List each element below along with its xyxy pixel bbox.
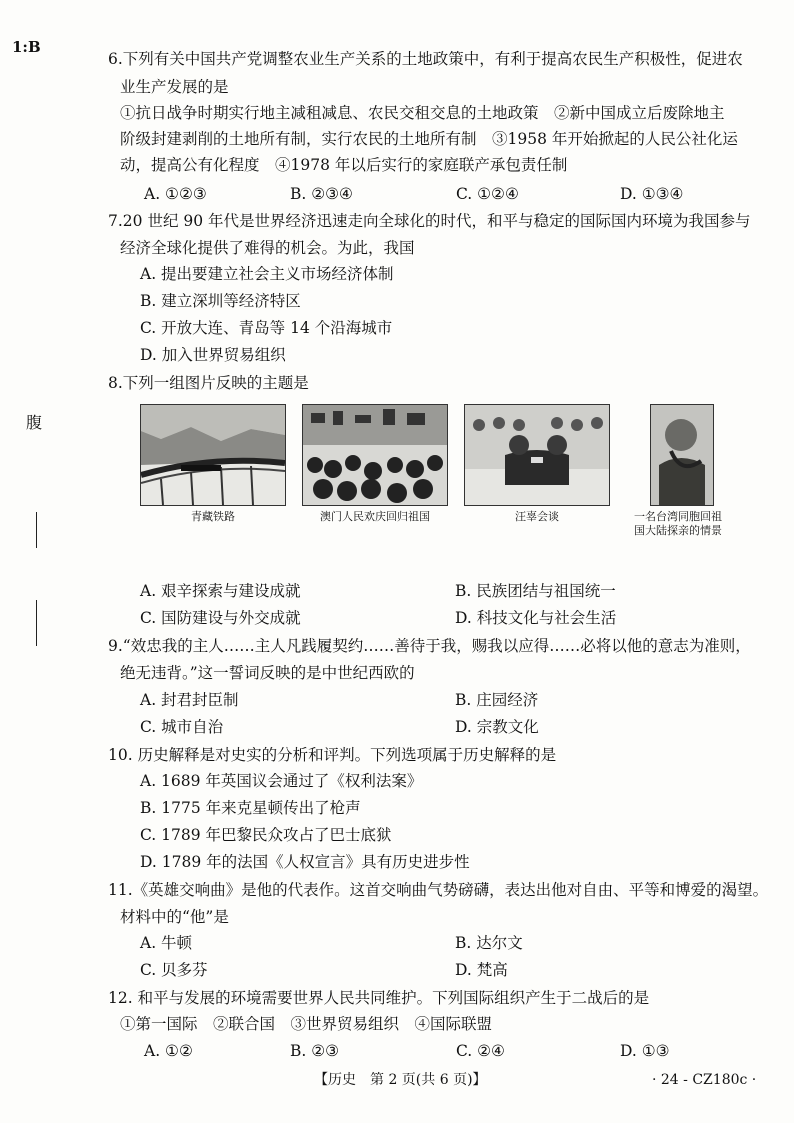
option-d[interactable]: D. 1789 年的法国《人权宣言》具有历史进步性 <box>140 853 470 871</box>
option-a[interactable]: A. 艰辛探索与建设成就 <box>140 582 301 600</box>
stem-item: ①第一国际 ②联合国 ③世界贸易组织 ④国际联盟 <box>120 1015 493 1033</box>
option-d[interactable]: D. ①③ <box>620 1042 670 1060</box>
margin-tick <box>36 512 37 548</box>
option-a[interactable]: A. 1689 年英国议会通过了《权利法案》 <box>140 772 423 790</box>
option-d[interactable]: D. 宗教文化 <box>455 718 539 736</box>
option-a[interactable]: A. 封君封臣制 <box>140 691 239 709</box>
question-stem: 材料中的“他”是 <box>120 908 229 926</box>
option-b[interactable]: B. 民族团结与祖国统一 <box>455 582 616 600</box>
question-stem: 11.《英雄交响曲》是他的代表作。这首交响曲气势磅礴，表达出他对自由、平等和博爱的渴望。 <box>108 881 769 899</box>
corner-mark: 1:B <box>12 38 41 56</box>
photo-caption: 汪辜会谈 <box>515 510 559 523</box>
photo-caption: 澳门人民欢庆回归祖国 <box>320 510 430 523</box>
photo-family-visit <box>634 404 730 538</box>
option-b[interactable]: B. 庄园经济 <box>455 691 539 709</box>
option-c[interactable]: C. ①②④ <box>456 185 519 203</box>
option-c[interactable]: C. 开放大连、青岛等 14 个沿海城市 <box>140 319 393 337</box>
question-stem: 7.20 世纪 90 年代是世界经济迅速走向全球化的时代，和平与稳定的国际国内环境为我国参与 <box>108 212 751 230</box>
question-stem: 10. 历史解释是对史实的分析和评判。下列选项属于历史解释的是 <box>108 746 557 764</box>
option-a[interactable]: A. 提出要建立社会主义市场经济体制 <box>140 265 394 283</box>
option-b[interactable]: B. ②③④ <box>290 185 353 203</box>
option-c[interactable]: C. 贝多芬 <box>140 961 208 979</box>
option-d[interactable]: D. 梵高 <box>455 961 508 979</box>
option-b[interactable]: B. ②③ <box>290 1042 340 1060</box>
option-c[interactable]: C. 国防建设与外交成就 <box>140 609 301 627</box>
page-footer-label: 【历史 第 2 页(共 6 页)】 <box>314 1072 487 1088</box>
margin-character: 腹 <box>26 413 43 432</box>
option-c[interactable]: C. 城市自治 <box>140 718 224 736</box>
stem-item: 阶级封建剥削的土地所有制，实行农民的土地所有制 ③1958 年开始掀起的人民公社化运 <box>120 130 738 148</box>
option-b[interactable]: B. 1775 年来克星顿传出了枪声 <box>140 799 361 817</box>
photo-group <box>140 404 730 554</box>
question-stem: 8.下列一组图片反映的主题是 <box>108 374 309 392</box>
option-d[interactable]: D. 科技文化与社会生活 <box>455 609 617 627</box>
photo-caption: 青藏铁路 <box>191 510 235 523</box>
photo-caption: 一名台湾同胞回祖国大陆探亲的情景 <box>634 510 722 537</box>
option-a[interactable]: A. 牛顿 <box>140 934 193 952</box>
question-stem: 12. 和平与发展的环境需要世界人民共同维护。下列国际组织产生于二战后的是 <box>108 989 650 1007</box>
question-stem: 业生产发展的是 <box>120 78 229 96</box>
option-a[interactable]: A. ①② <box>144 1042 193 1060</box>
question-stem: 6.下列有关中国共产党调整农业生产关系的土地政策中，有利于提高农民生产积极性，促进农 <box>108 50 743 68</box>
margin-tick <box>36 600 37 646</box>
option-b[interactable]: B. 达尔文 <box>455 934 523 952</box>
option-d[interactable]: D. ①③④ <box>620 185 684 203</box>
option-c[interactable]: C. ②④ <box>456 1042 505 1060</box>
question-stem: 9.“效忠我的主人……主人凡践履契约……善待于我，赐我以应得……必将以他的意志为准则， <box>108 637 751 655</box>
option-d[interactable]: D. 加入世界贸易组织 <box>140 346 286 364</box>
stem-item: ①抗日战争时期实行地主减租减息、农民交租交息的土地政策 ②新中国成立后废除地主 <box>120 104 725 122</box>
page-footer-code: · 24 - CZ180c · <box>652 1072 757 1088</box>
option-c[interactable]: C. 1789 年巴黎民众攻占了巴士底狱 <box>140 826 392 844</box>
photo-macau <box>302 404 448 524</box>
question-stem: 绝无违背。”这一誓词反映的是中世纪西欧的 <box>120 664 415 682</box>
option-a[interactable]: A. ①②③ <box>144 185 207 203</box>
stem-item: 动，提高公有化程度 ④1978 年以后实行的家庭联产承包责任制 <box>120 156 568 174</box>
question-stem: 经济全球化提供了难得的机会。为此，我国 <box>120 239 415 257</box>
photo-railway <box>140 404 286 524</box>
photo-talks <box>464 404 610 524</box>
option-b[interactable]: B. 建立深圳等经济特区 <box>140 292 301 310</box>
